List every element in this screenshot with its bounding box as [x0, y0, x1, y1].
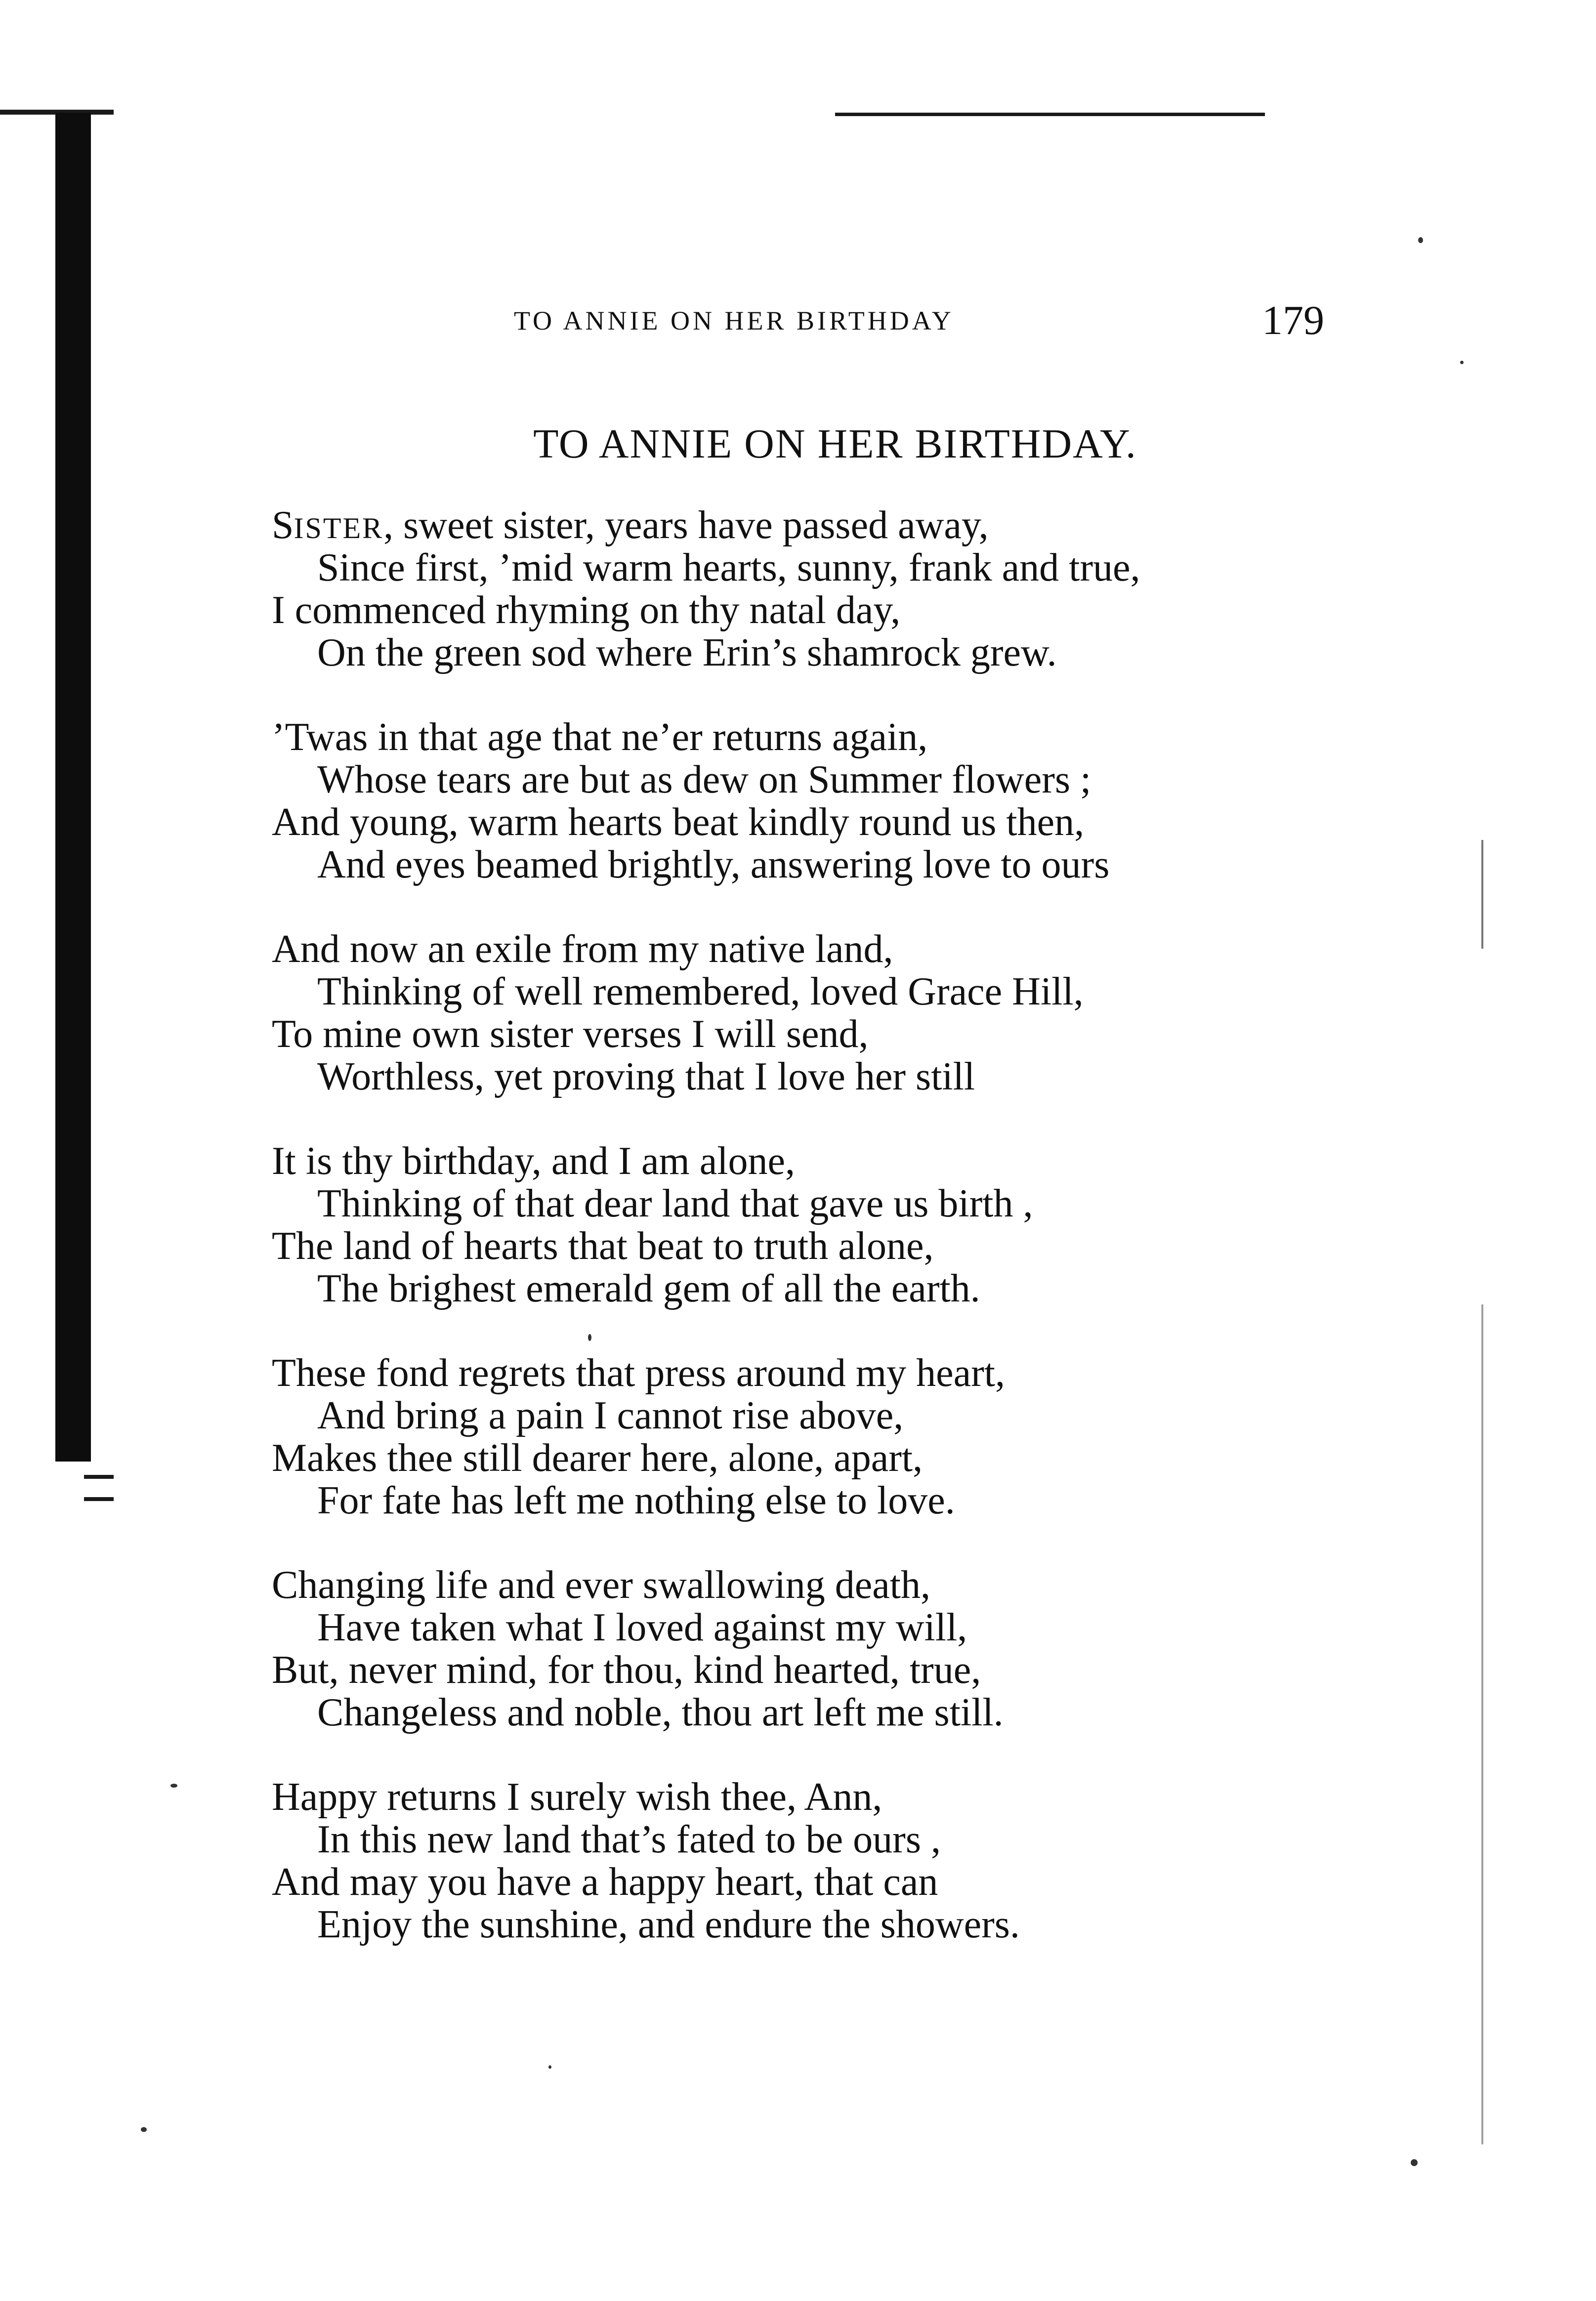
poem-line: The brighest emerald gem of all the earth. — [317, 1267, 980, 1310]
stanza — [272, 1564, 1408, 1734]
poem-line: Changeless and noble, thou art left me still. — [317, 1691, 1004, 1734]
poem-line: SISTER, sweet sister, years have passed away, — [272, 503, 989, 547]
running-title: TO ANNIE ON HER BIRTHDAY — [514, 306, 954, 335]
poem-line: On the green sod where Erin’s shamrock grew. — [317, 631, 1057, 674]
stanza — [272, 928, 1408, 1098]
margin-scratch — [1481, 840, 1483, 949]
poem-line: The land of hearts that beat to truth alone, — [272, 1224, 934, 1268]
poem-line: To mine own sister verses I will send, — [272, 1012, 869, 1056]
small-caps-word: ISTER — [294, 512, 384, 544]
poem-line: Have taken what I loved against my will, — [317, 1606, 967, 1649]
poem-line: Happy returns I surely wish thee, Ann, — [272, 1775, 882, 1819]
stanza — [272, 504, 1408, 674]
poem-line: It is thy birthday, and I am alone, — [272, 1139, 795, 1183]
scan-speck — [170, 1784, 177, 1788]
poem-line: Worthless, yet proving that I love her still — [317, 1055, 975, 1098]
poem-line: Enjoy the sunshine, and endure the showers. — [317, 1903, 1020, 1946]
poem-line: But, never mind, for thou, kind hearted, true, — [272, 1648, 981, 1692]
margin-scratch — [1481, 1304, 1483, 2144]
poem-line: Changing life and ever swallowing death, — [272, 1563, 930, 1607]
stanza — [272, 716, 1408, 886]
poem-body — [272, 504, 1408, 1988]
poem-line: And now an exile from my native land, — [272, 927, 893, 971]
poem-line: And young, warm hearts beat kindly round us then, — [272, 800, 1085, 844]
poem-line: These fond regrets that press around my heart, — [272, 1351, 1005, 1395]
running-head — [514, 296, 1324, 341]
binding-edge — [55, 113, 91, 1462]
scan-speck — [141, 2127, 147, 2132]
stanza — [272, 1776, 1408, 1946]
poem-line: Makes thee still dearer here, alone, apart, — [272, 1436, 923, 1480]
poem-line: Whose tears are but as dew on Summer flowers ; — [317, 758, 1092, 801]
stanza — [272, 1352, 1408, 1522]
poem-line: In this new land that’s fated to be ours , — [317, 1818, 941, 1861]
scan-speck — [1460, 361, 1464, 364]
page-number: 179 — [1262, 297, 1324, 343]
binding-mark — [84, 1475, 114, 1479]
scan-speck — [1411, 2159, 1418, 2166]
poem-line: And bring a pain I cannot rise above, — [317, 1394, 904, 1437]
poem-title: TO ANNIE ON HER BIRTHDAY. — [533, 421, 1137, 467]
poem-line: Thinking of that dear land that gave us birth , — [317, 1182, 1033, 1225]
scan-speck — [1418, 237, 1423, 243]
poem-line: Thinking of well remembered, loved Grace Hill, — [317, 970, 1084, 1013]
poem-line: Since first, ’mid warm hearts, sunny, frank and true, — [317, 546, 1140, 589]
drop-initial: S — [272, 503, 294, 547]
poem-line: And eyes beamed brightly, answering love to ours — [317, 843, 1110, 886]
poem-line: And may you have a happy heart, that can — [272, 1860, 938, 1904]
binding-mark — [84, 1497, 114, 1501]
poem-line: ’Twas in that age that ne’er returns again, — [272, 715, 928, 759]
scan-speck — [548, 2065, 551, 2069]
poem-line: For fate has left me nothing else to love. — [317, 1479, 955, 1522]
stanza — [272, 1140, 1408, 1310]
poem-line: I commenced rhyming on thy natal day, — [272, 588, 901, 632]
top-rule — [835, 113, 1265, 116]
